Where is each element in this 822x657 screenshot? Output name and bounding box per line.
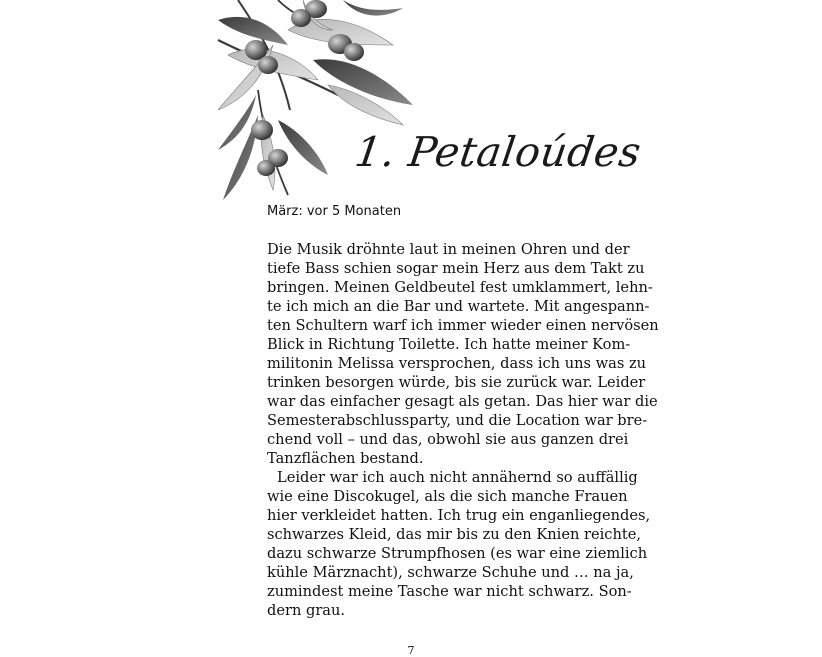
text-line: Semesterabschlussparty, und die Location war bre- (267, 412, 648, 429)
text-line: schwarzes Kleid, das mir bis zu den Knien reichte, (267, 526, 641, 543)
chapter-body-text (267, 240, 659, 620)
text-line: dazu schwarze Strumpfhosen (es war eine ziemlich (267, 545, 648, 562)
text-line: kühle Märznacht), schwarze Schuhe und … na ja, (267, 564, 634, 581)
text-line: te ich mich an die Bar und wartete. Mit angespann- (267, 298, 650, 315)
page-number: 7 (407, 644, 415, 657)
text-line: Blick in Richtung Toilette. Ich hatte meiner Kom- (267, 336, 631, 353)
text-line: bringen. Meinen Geldbeutel fest umklammert, lehn- (267, 279, 653, 296)
text-line: zumindest meine Tasche war nicht schwarz. Son- (267, 583, 632, 600)
text-line: militonin Melissa versprochen, dass ich uns was zu (267, 355, 647, 372)
text-line: Leider war ich auch nicht annähernd so auffällig (277, 469, 638, 486)
text-line: chend voll – und das, obwohl sie aus ganzen drei (267, 431, 629, 448)
text-line: war das einfacher gesagt als getan. Das hier war die (267, 393, 658, 410)
text-line: wie eine Discokugel, als die sich manche Frauen (267, 488, 628, 505)
chapter-date-line: März: vor 5 Monaten (267, 204, 402, 219)
chapter-title: 1. Petaloúdes (352, 128, 645, 176)
text-line: ten Schultern warf ich immer wieder einen nervösen (267, 317, 659, 334)
text-line: tiefe Bass schien sogar mein Herz aus dem Takt zu (267, 260, 645, 277)
text-line: hier verkleidet hatten. Ich trug ein enganliegendes, (267, 507, 651, 524)
text-line: dern grau. (267, 602, 346, 619)
text-line: trinken besorgen würde, bis sie zurück war. Leider (267, 374, 646, 391)
text-line: Tanzflächen bestand. (267, 450, 424, 467)
text-line: Die Musik dröhnte laut in meinen Ohren und der (267, 241, 630, 258)
